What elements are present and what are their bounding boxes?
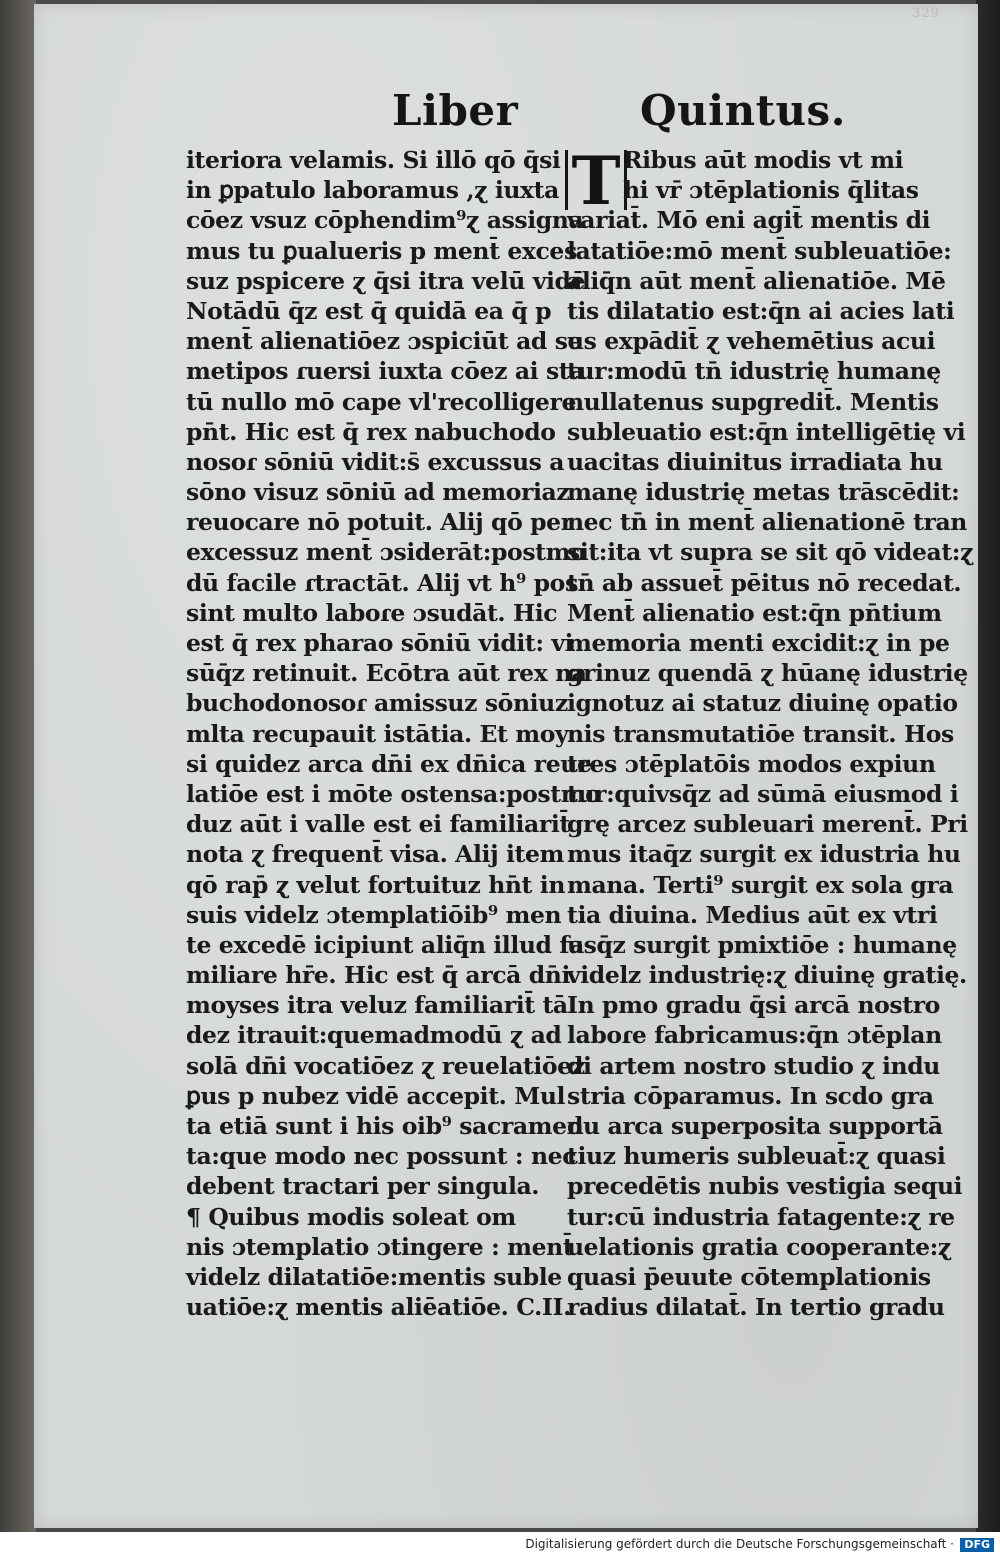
text-line: est q̄ rex pharao sōniū vidit: vi: [186, 629, 574, 657]
text-line: mlta recupauit istātia. Et moy: [186, 719, 569, 748]
text-line: iteriora velamis. Si illō qō q̄si: [186, 146, 561, 174]
running-head-right: Quintus.: [640, 86, 846, 135]
text-line: quasi p̄euute cōtemplationis: [567, 1262, 931, 1291]
scan-edge-left: [0, 0, 36, 1532]
text-line: ta:que modo nec possunt : nec: [186, 1142, 577, 1171]
text-line: ignotuz ai statuz diuinę opatio: [567, 689, 958, 718]
text-line: us expādit̄ ɀ vehemētius acui: [567, 327, 936, 356]
text-line: mus itaq̄z surgit ex idustria hu: [567, 840, 961, 869]
footer-credit: Digitalisierung gefördert durch die Deutsche Forschungsgemeinschaft ·: [525, 1537, 954, 1551]
text-line: reuocare nō potuit. Alij qō per: [186, 508, 573, 537]
text-line: Notādū q̄z est q̄ quidā ea q̄ p: [186, 296, 552, 325]
text-line: uacitas diuinitus irradiata hu: [567, 447, 943, 476]
text-line: ꝑus p nubez vidē accepit. Mul: [186, 1081, 566, 1110]
scan-edge-right: [976, 0, 1000, 1532]
text-line: mana. Terti⁹ surgit ex sola gra: [567, 870, 954, 899]
text-line: tur:cū industria fatagente:ɀ re: [567, 1202, 955, 1231]
text-line: nota ɀ frequent̄ visa. Alij item: [186, 840, 564, 869]
text-line: tia diuina. Medius aūt ex vtri: [567, 900, 938, 929]
text-column-left: [186, 145, 601, 1322]
text-line: tn̄ ab assuet̄ pēitus nō recedat.: [567, 568, 962, 597]
dfg-logo: DFG: [960, 1538, 994, 1552]
text-line: variat̄. Mō eni agit̄ mentis di: [567, 206, 931, 235]
text-line: ¶ Quibus modis soleat om: [186, 1202, 516, 1231]
text-line: qō rap̄ ɀ velut fortuituz hn̄t in: [186, 870, 566, 899]
text-line: tur:modū tn̄ idustrię humanę: [567, 357, 941, 386]
text-line: nis ɔtemplatio ɔtingere : ment̄: [186, 1232, 574, 1261]
running-head-left: Liber: [392, 86, 519, 135]
folio-number: 329: [912, 6, 940, 21]
text-line: suis videlz ɔtemplatiōib⁹ men: [186, 900, 562, 929]
text-line: buchodonosoɾ amissuz sōniuz: [186, 689, 568, 718]
text-line: sūq̄z retinuit. Ecōtra aūt rex na: [186, 659, 587, 688]
text-line: miliare hr̄e. Hic est q̄ arcā dn̄i: [186, 961, 570, 990]
initial-letter: T: [565, 150, 627, 210]
text-line: subleuatio est:q̄n intelligētię vi: [567, 417, 966, 446]
text-line: in ꝑpatulo laboramus ,ɀ iuxta: [186, 176, 559, 205]
text-line: grę arcez subleuari merent̄. Pri: [567, 810, 968, 839]
text-line: aliq̄n aūt ment̄ alienatiōe. Mē: [567, 266, 946, 295]
text-line: suz pspicere ɀ q̄si itra velū vidē: [186, 266, 586, 295]
text-line: tis dilatatio est:q̄n ai acies lati: [567, 296, 955, 325]
text-line: grinuz quendā ɀ hūanę idustrię: [567, 659, 968, 688]
text-line: memoria menti excidit:ɀ in pe: [567, 629, 950, 657]
text-line: precedētis nubis vestigia sequi: [567, 1172, 963, 1201]
text-line: latiōe est i mōte ostensa:postmo: [186, 779, 601, 808]
text-line: ment̄ alienatiōez ɔspiciūt ad se: [186, 327, 583, 356]
text-line: sōno visuz sōniū ad memoriaz: [186, 478, 570, 507]
text-line: mus tu ꝑualueris p ment̄ exces: [186, 236, 577, 265]
text-line: du arca superposita supportā: [567, 1112, 943, 1140]
text-line: si quidez arca dn̄i ex dn̄ica reue: [186, 749, 592, 778]
text-line: nullatenus supgredit̄. Mentis: [567, 387, 939, 416]
text-line: nosoɾ sōniū vidit:s̄ excussus a: [186, 447, 565, 476]
text-line: tiuz humeris subleuat̄:ɀ quasi: [567, 1142, 946, 1171]
text-line: uatiōe:ɀ mentis aliēatiōe. C.II.: [186, 1293, 571, 1322]
text-line: stria cōparamus. In scdo gra: [567, 1081, 934, 1110]
text-line: nis transmutatiōe transit. Hos: [567, 719, 954, 748]
text-line: usq̄z surgit pmixtiōe : humanę: [567, 930, 957, 959]
text-line: sit:ita vt supra se sit qō videat:ɀ: [567, 538, 974, 567]
text-line: Ribus aūt modis vt mi: [623, 146, 904, 174]
text-line: Ment̄ alienatio est:q̄n pn̄tium: [567, 598, 942, 627]
text-line: nec tn̄ in ment̄ alienationē tran: [567, 508, 967, 537]
text-line: videlz dilatatiōe:mentis suble: [186, 1262, 562, 1291]
text-line: hi vr̄ ɔtēplationis q̄litas: [623, 176, 919, 205]
text-line: dez itrauit:quemadmodū ɀ ad: [186, 1021, 562, 1050]
text-line: di artem nostro studio ɀ indu: [567, 1051, 940, 1080]
text-line: manę idustrię metas trāscēdit:: [567, 478, 960, 507]
text-line: duz aūt i valle est ei familiarit̄: [186, 810, 570, 839]
text-line: tū nullo mō cape vl'recolligere: [186, 387, 577, 416]
text-line: pn̄t. Hic est q̄ rex nabuchodo: [186, 417, 556, 446]
text-line: dū facile ɾtractāt. Alij vt h⁹ pos: [186, 568, 578, 597]
text-line: ta etiā sunt i his oib⁹ sacramen: [186, 1112, 584, 1140]
text-line: cōez vsuz cōphendim⁹ɀ assigna: [186, 206, 584, 235]
text-line: videlz industrię:ɀ diuinę gratię.: [567, 961, 967, 990]
text-line: solā dn̄i vocatiōez ɀ reuelatiōez: [186, 1051, 585, 1080]
text-line: uelationis gratia cooperante:ɀ: [567, 1232, 951, 1261]
text-line: metipos ɾuersi iuxta cōez ai sta: [186, 357, 585, 386]
text-line: moyses itra veluz familiarit̄ tā: [186, 991, 568, 1020]
text-line: debent tractari per singula.: [186, 1172, 540, 1201]
text-line: te excedē icipiunt aliq̄n illud fa: [186, 930, 584, 959]
text-line: excessuz ment̄ ɔsiderāt:postmo: [186, 538, 586, 567]
text-line: sint multo laboɾe ɔsudāt. Hic: [186, 598, 558, 627]
text-line: latatiōe:mō ment̄ subleuatiōe:: [567, 236, 952, 265]
text-line: In pmo gradu q̄si arcā nostro: [567, 991, 940, 1020]
text-line: laboɾe fabricamus:q̄n ɔtēplan: [567, 1021, 942, 1050]
text-column-right: [567, 145, 974, 1322]
text-line: radius dilatat̄. In tertio gradu: [567, 1293, 945, 1322]
text-line: tres ɔtēplatōis modos expiun: [567, 749, 936, 778]
text-line: tur:quivsq̄z ad sūmā eiusmod i: [567, 779, 959, 808]
